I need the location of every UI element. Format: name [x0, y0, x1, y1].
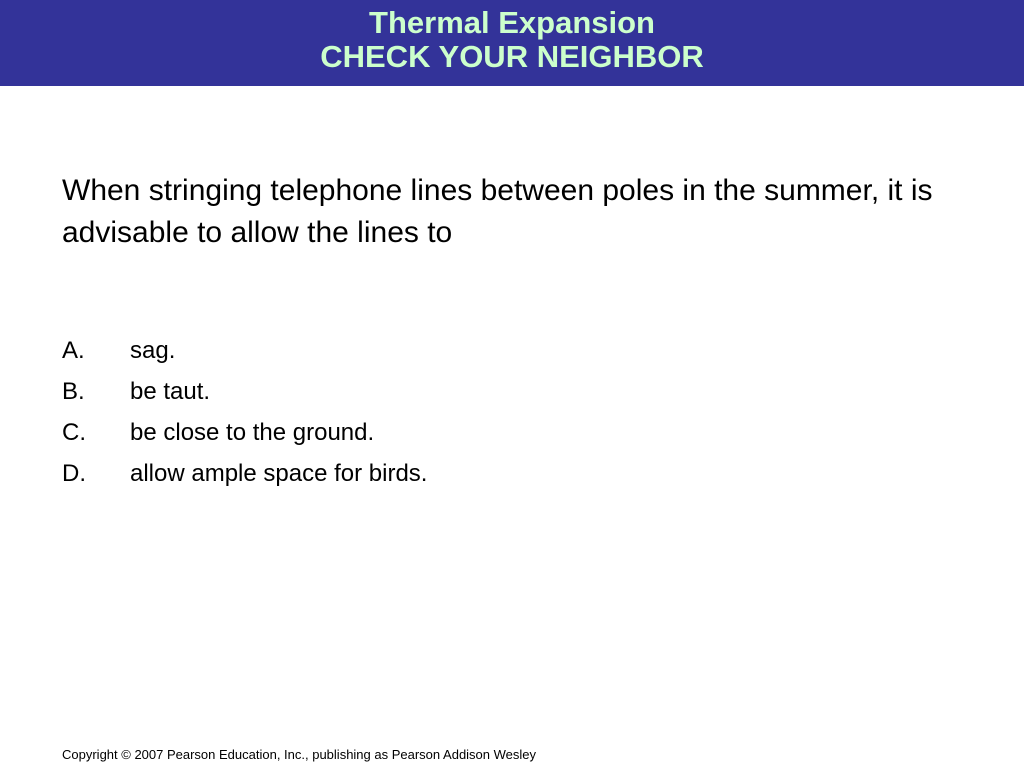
copyright-footer: Copyright © 2007 Pearson Education, Inc., publishing as Pearson Addison Wesley — [62, 747, 537, 762]
option-text: allow ample space for birds. — [130, 460, 428, 487]
title-bar — [0, 0, 1024, 86]
slide-title: Thermal Expansion — [369, 5, 655, 40]
answer-options — [62, 330, 427, 494]
option-text: be close to the ground. — [130, 419, 375, 446]
option-a — [62, 330, 427, 371]
option-text: sag. — [130, 337, 176, 364]
option-c — [62, 412, 427, 453]
slide-subtitle: CHECK YOUR NEIGHBOR — [320, 39, 704, 74]
option-d — [62, 453, 427, 494]
option-letter: A. — [62, 337, 85, 364]
option-letter: C. — [62, 419, 86, 446]
option-letter: D. — [62, 460, 86, 487]
option-b — [62, 371, 427, 412]
option-text: be taut. — [130, 378, 211, 405]
question-text: When stringing telephone lines between poles in the summer, it is advisable to allow the lines to — [62, 174, 933, 249]
option-letter: B. — [62, 378, 85, 405]
